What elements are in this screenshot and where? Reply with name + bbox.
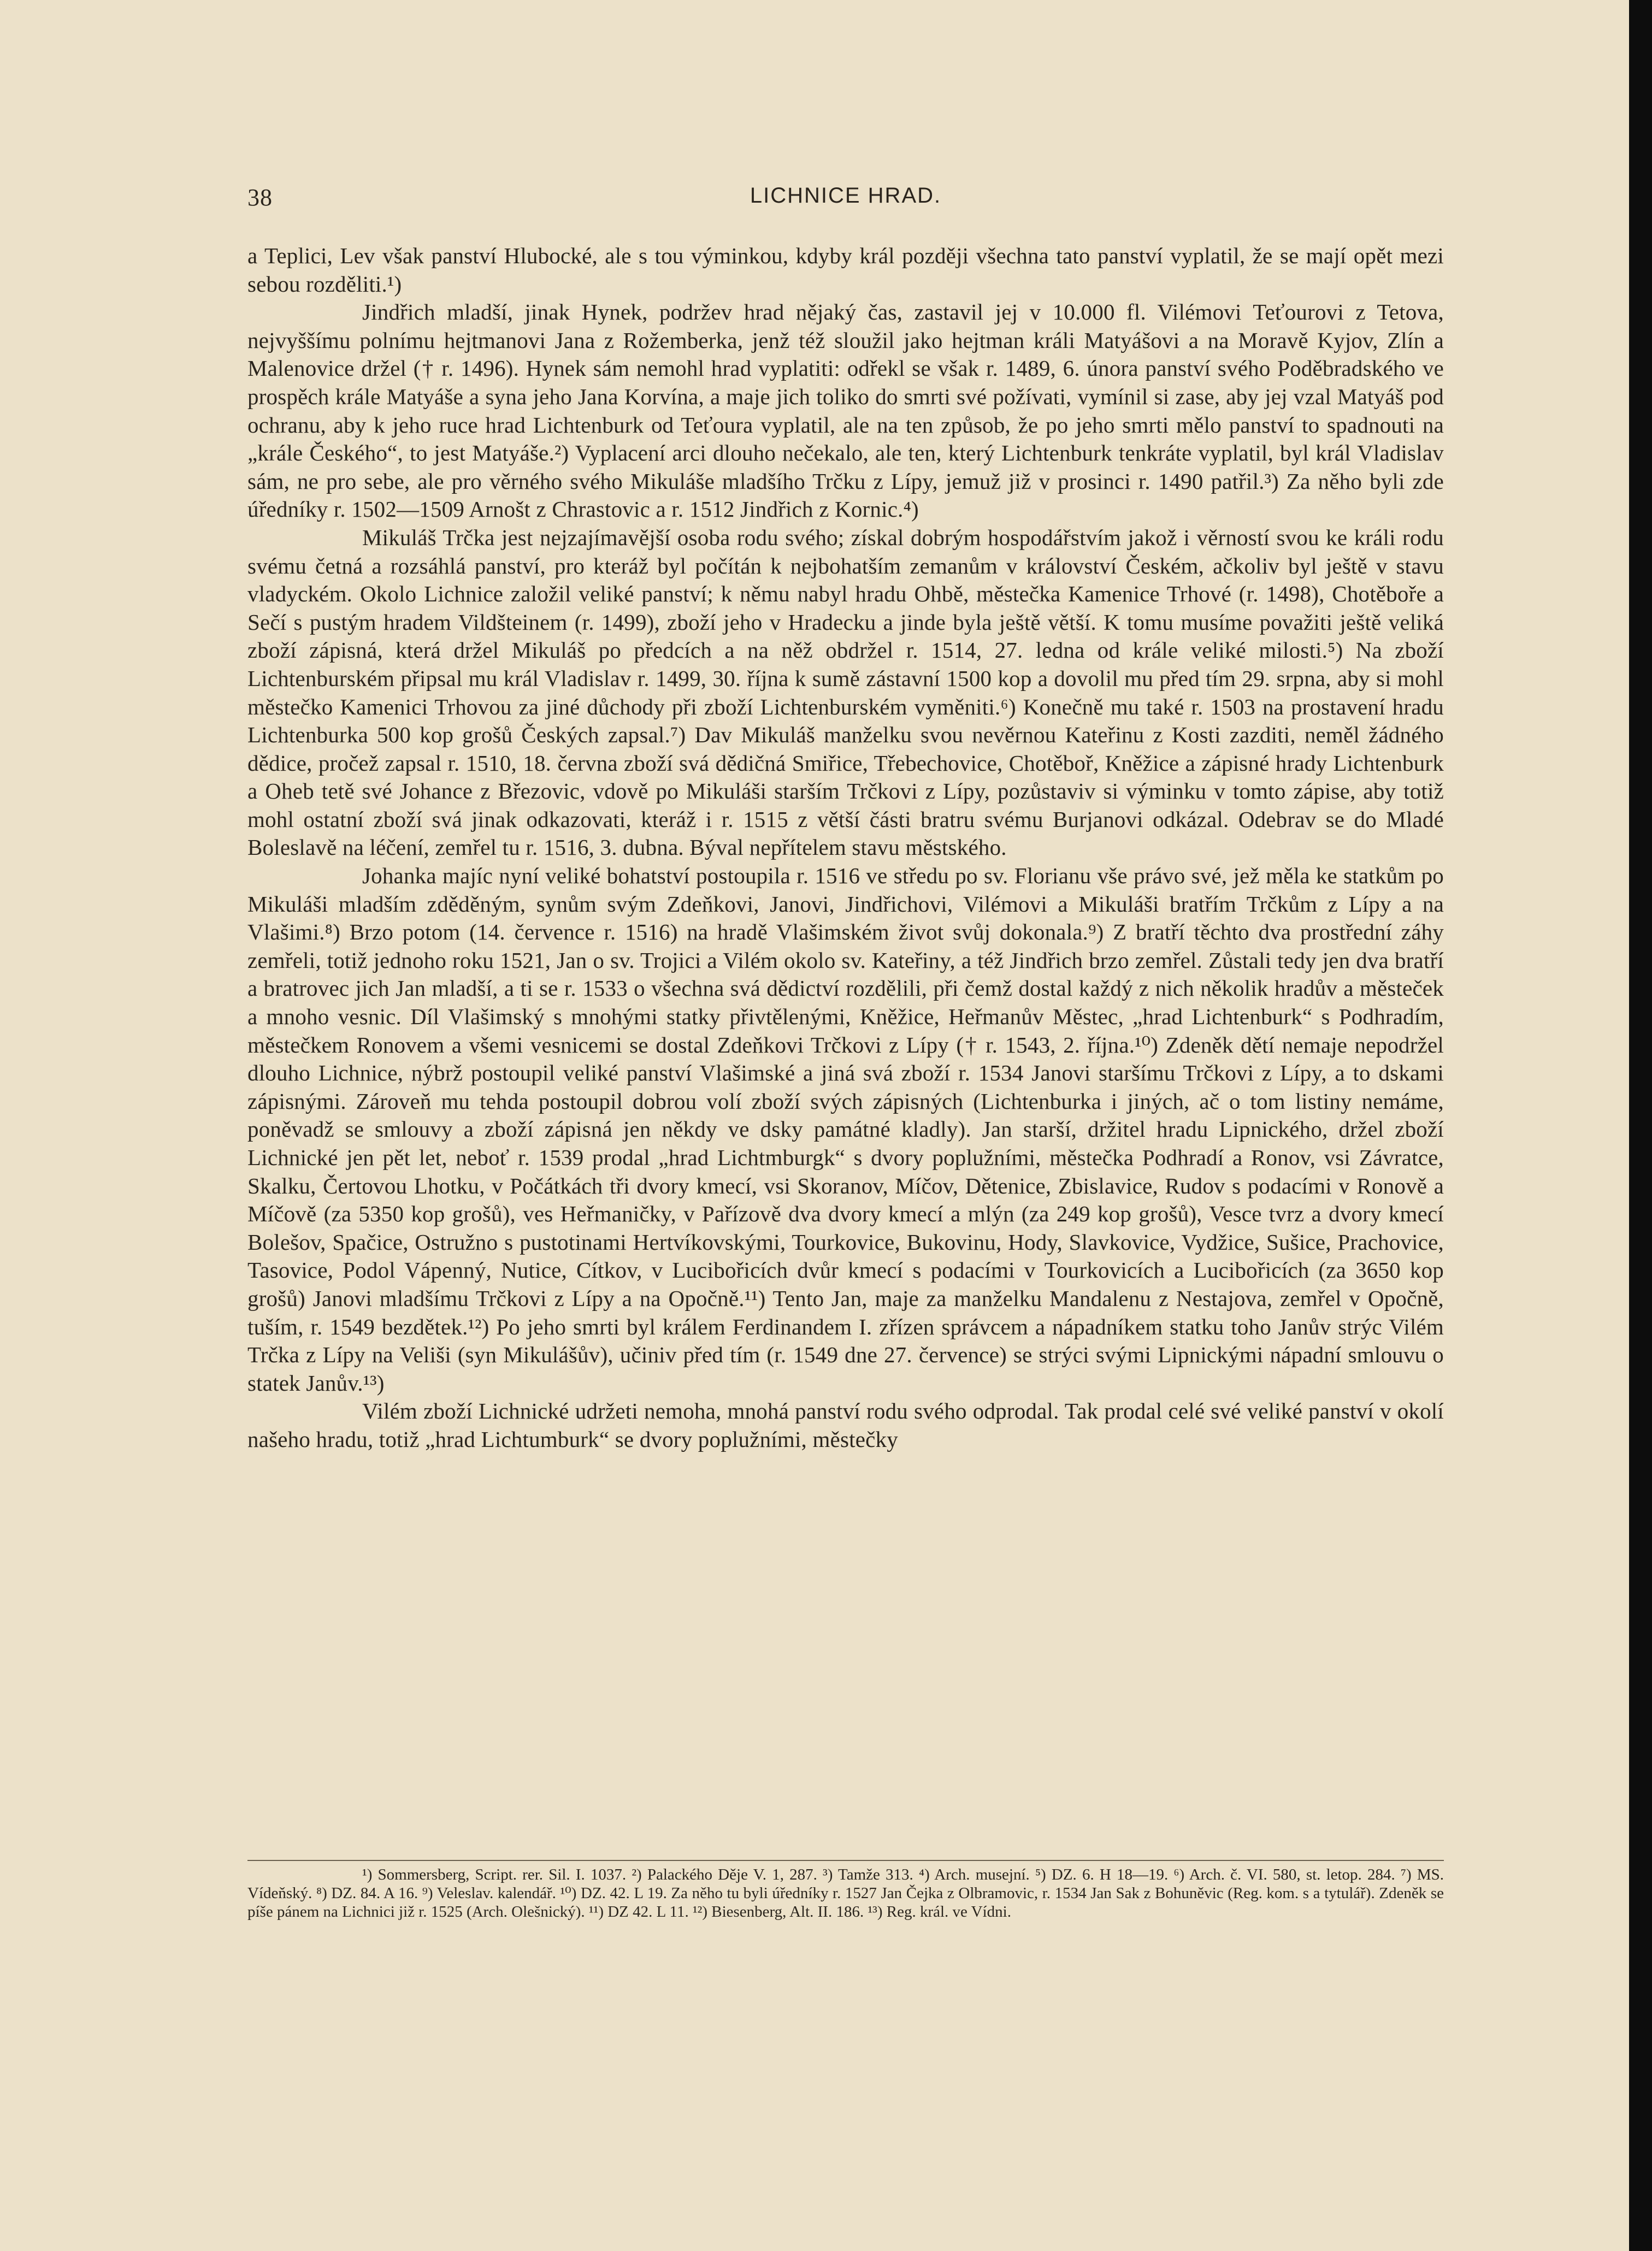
paragraph: a Teplici, Lev však panství Hlubocké, ale s tou výminkou, kdyby král později všechna tato panství vyplatil, že se mají opět mezi sebou rozděliti.¹) (247, 243, 1444, 297)
paragraph: Jindřich mladší, jinak Hynek, podržev hrad nějaký čas, zastavil jej v 10.000 fl. Vilémovi Teťourovi z Tetova, nejvyššímu polnímu hejtmanovi Jana z Rožemberka, jenž též sloužil jako hejtman králi Matyášovi a na Moravě Kyjov, Zlín a Malenovice držel († r. 1496). Hynek sám nemohl hrad vyplatiti: odřekl se však r. 1489, 6. února panství svého Poděbradského ve prospěch krále Matyáše a syna jeho Jana Korvína, a maje jich toliko do smrti své požívati, vymínil si zase, aby jej vzal Matyáš pod ochranu, aby k jeho ruce hrad Lichtenburk od Teťoura vyplatil, ale na ten způsob, že po jeho smrti mělo panství to spadnouti na „krále Českého“, to jest Matyáše.²) Vyplacení arci dlouho nečekalo, ale ten, který Lichtenburk tenkráte vyplatil, byl král Vladislav sám, ne pro sebe, ale pro věrného svého Mikuláše mladšího Trčku z Lípy, jemuž již v prosinci r. 1490 patřil.³) Za něho byli zde úředníky r. 1502—1509 Arnošt z Chrastovic a r. 1512 Jindřich z Kornic.⁴) (247, 299, 1444, 522)
body-text (247, 242, 1444, 1454)
scan-edge (1629, 0, 1652, 2251)
footnote-text: ¹) Sommersberg, Script. rer. Sil. I. 1037. ²) Palackého Děje V. 1, 287. ³) Tamže 313. ⁴) Arch. musejní. ⁵) DZ. 6. H 18—19. ⁶) Arch. č. VI. 580, st. letop. 284. ⁷) MS. Vídeňský. ⁸) DZ. 84. A 16. ⁹) Veleslav. kalendář. ¹⁰) DZ. 42. L 19. Za něho tu byli úředníky r. 1527 Jan Čejka z Olbramovic, r. 1534 Jan Sak z Bohuněvic (Reg. kom. s a tytulář). Zdeněk se píše pánem na Lichnici již r. 1525 (Arch. Olešnický). ¹¹) DZ 42. L 11. ¹²) Biesenberg, Alt. II. 186. ¹³) Reg. král. ve Vídni. (247, 1866, 1444, 1921)
page-header (247, 184, 1444, 216)
paragraph: Vilém zboží Lichnické udržeti nemoha, mnohá panství rodu svého odprodal. Tak prodal celé své veliké panství v okolí našeho hradu, totiž „hrad Lichtumburk“ se dvory poplužními, městečky (247, 1398, 1444, 1452)
paragraph: Mikuláš Trčka jest nejzajímavější osoba rodu svého; získal dobrým hospodářstvím jakož i věrností svou ke králi rodu svému četná a rozsáhlá panství, pro kteráž byl počítán k nejbohatším zemanům v království Českém, ačkoliv byl ještě v stavu vladyckém. Okolo Lichnice založil veliké panství; k němu nabyl hradu Ohbě, městečka Kamenice Trhové (r. 1498), Chotěboře a Sečí s pustým hradem Vildšteinem (r. 1499), zboží jeho v Hradecku a jinde byla ještě větší. K tomu musíme považiti ještě veliká zboží zápisná, která držel Mikuláš po předcích a na něž obdržel r. 1514, 27. ledna od krále veliké milosti.⁵) Na zboží Lichtenburském připsal mu král Vladislav r. 1499, 30. října k sumě zástavní 1500 kop a dovolil mu před tím 29. srpna, aby si mohl městečko Kamenici Trhovou za jiné důchody při zboží Lichtenburském vyměniti.⁶) Konečně mu také r. 1503 na prostavení hradu Lichtenburka 500 kop grošů Českých zapsal.⁷) Dav Mikuláš manželku svou nevěrnou Kateřinu z Kosti zazditi, neměl žádného dědice, pročež zapsal r. 1510, 18. června zboží svá dědičná Smiřice, Třebechovice, Chotěboř, Kněžice a zápisné hrady Lichtenburk a Oheb tetě své Johance z Březovic, vdově po Mikuláši starším Trčkovi z Lípy, pozůstaviv si výminku v tomto zápise, aby totiž mohl ostatní zboží svá jinak odkazovati, kteráž i r. 1515 z větší části bratru svému Burjanovi odkázal. Odebrav se do Mladé Boleslavě na léčení, zemřel tu r. 1516, 3. dubna. Býval nepřítelem stavu městského. (247, 524, 1444, 860)
paragraph: Johanka majíc nyní veliké bohatství postoupila r. 1516 ve středu po sv. Florianu vše právo své, jež měla ke statkům po Mikuláši mladším zděděným, synům svým Zdeňkovi, Janovi, Jindřichovi, Vilémovi a Mikuláši bratřím Trčkům z Lípy a na Vlašimi.⁸) Brzo potom (14. července r. 1516) na hradě Vlašimském život svůj dokonala.⁹) Z bratří těchto dva prostřední záhy zemřeli, totiž jednoho roku 1521, Jan o sv. Trojici a Vilém okolo sv. Kateřiny, a též Jindřich brzo zemřel. Zůstali tedy jen dva bratří a bratrovec jich Jan mladší, a ti se r. 1533 o všechna svá dědictví rozdělili, při čemž dostal každý z nich několik hradův a městeček a mnoho vesnic. Díl Vlašimský s mnohými statky přivtělenými, Kněžice, Heřmanův Městec, „hrad Lichtenburk“ s Podhradím, městečkem Ronovem a všemi vesnicemi se dostal Zdeňkovi Trčkovi z Lípy († r. 1543, 2. října.¹⁰) Zdeněk dětí nemaje nepodržel dlouho Lichnice, nýbrž postoupil veliké panství Vlašimské a jiná svá zboží r. 1534 Janovi staršímu Trčkovi z Lípy, a to dskami zápisnými. Zároveň mu tehda postoupil dobrou volí zboží svých zápisných (Lichtenburka i jiných, ač o tom listiny nemáme, poněvadž se smlouvy a zboží zápisná jen někdy ve dsky památné kladly). Jan starší, držitel hradu Lipnického, držel zboží Lichnické jen pět let, neboť r. 1539 prodal „hrad Lichtmburgk“ s dvory poplužními, městečka Podhradí a Ronov, vsi Závratce, Skalku, Čertovou Lhotku, v Počátkách tři dvory kmecí, vsi Skoranov, Míčov, Dětenice, Zbislavice, Rudov s podacími v Ronově a Míčově (za 5350 kop grošů), ves Heřmaničky, v Pařízově dva dvory kmecí a mlýn (za 249 kop grošů), Vesce tvrz a dvory kmecí Bolešov, Spačice, Ostružno s pustotinami Hertvíkovskými, Tourkovice, Bukovinu, Hody, Slavkovice, Vydžice, Sušice, Prachovice, Tasovice, Podol Vápenný, Nutice, Cítkov, v Lucibořicích dvůr kmecí s podacími v Tourkovicích a Lucibořicích (za 3650 kop grošů) Janovi mladšímu Trčkovi z Lípy a na Opočně.¹¹) Tento Jan, maje za manželku Mandalenu z Nestajova, zemřel v Opočně, tuším, r. 1549 bezdětek.¹²) Po jeho smrti byl králem Ferdinandem I. zřízen správcem a nápadníkem statku toho Janův strýc Vilém Trčka z Lípy na Veliši (syn Mikulášův), učiniv před tím (r. 1549 dne 27. července) se strýci svými Lipnickými nápadní smlouvu o statek Janův.¹³) (247, 863, 1444, 1396)
page-number: 38 (247, 184, 273, 211)
footnotes (247, 1860, 1444, 1921)
running-head: LICHNICE HRAD. (750, 184, 942, 208)
